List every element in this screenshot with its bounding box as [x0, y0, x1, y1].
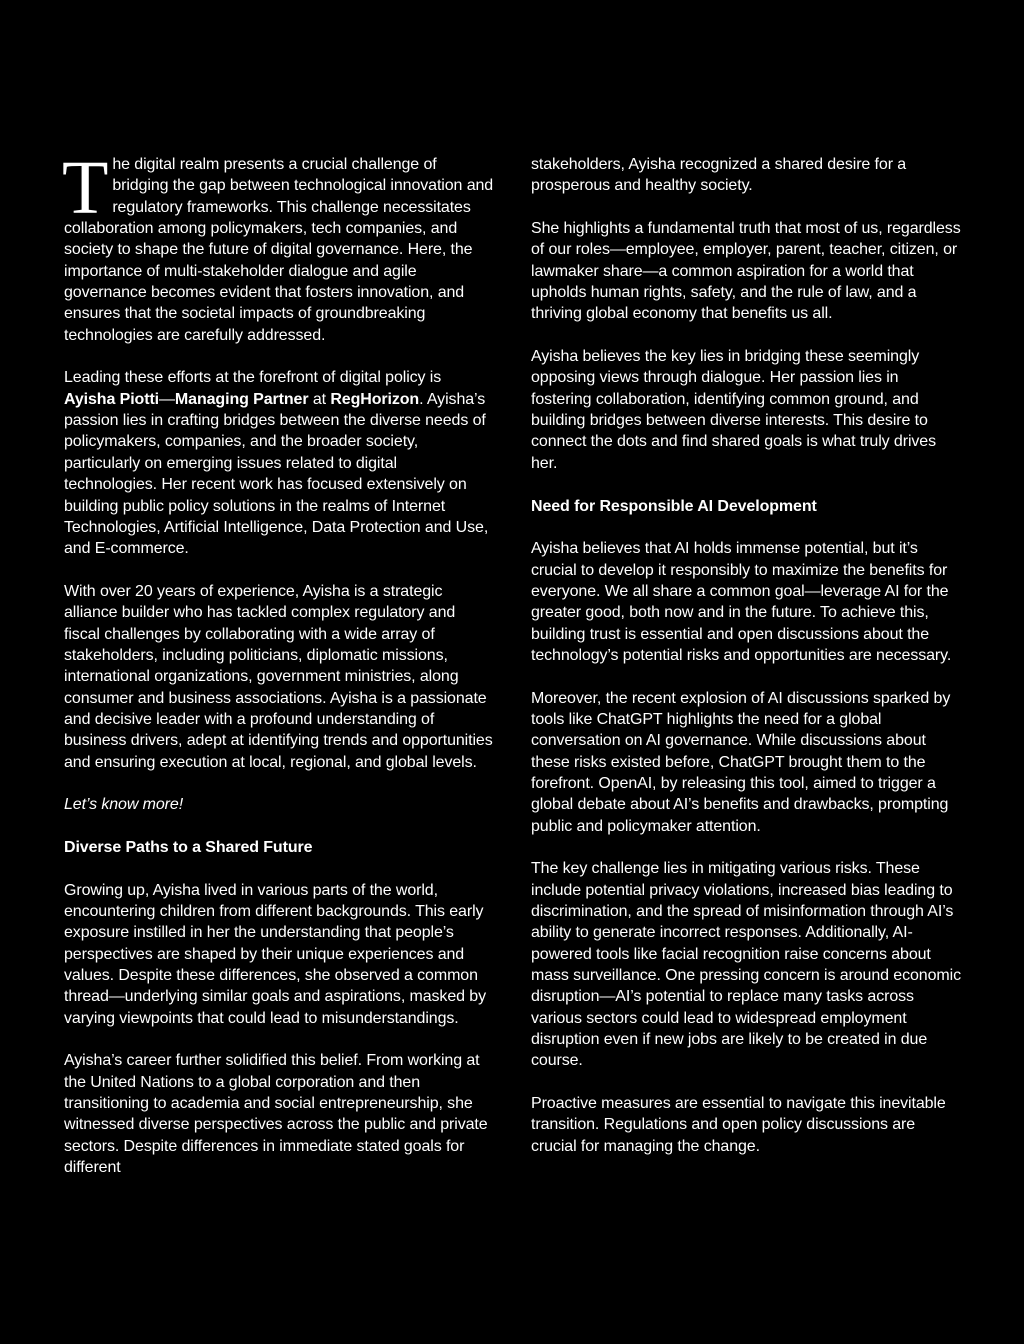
leader-rest-text: . Ayisha’s passion lies in crafting bridges between the diverse needs of policymakers, companies, and the broader society, particularly on emerging issues related to digital technologies. Her recent work has focused extensively on building public policy solutions in the realms of Internet Technologies, Artificial Intelligence, Data Protection and Use, and E-commerce.: [64, 390, 489, 558]
section-heading-diverse-paths: Diverse Paths to a Shared Future: [64, 839, 313, 856]
person-name: Ayisha Piotti: [64, 390, 160, 408]
stakeholders-paragraph: stakeholders, Ayisha recognized a shared desire for a prosperous and healthy society.: [531, 156, 907, 195]
intro-paragraph: [62, 146, 494, 346]
organization-name: RegHorizon: [330, 390, 420, 408]
chatgpt-paragraph: Moreover, the recent explosion of AI discussions sparked by tools like ChatGPT highlights the need for a global conversation on AI governance. While discussions about these risks existed before, ChatGPT brought them to the forefront. OpenAI, by releasing this tool, aimed to trigger a global debate about AI’s benefits and drawbacks, prompting public and policymaker attention.: [531, 689, 951, 835]
right-column: [531, 154, 961, 1179]
dialogue-paragraph: Ayisha believes the key lies in bridging these seemingly opposing views through dialogue. Her passion lies in fostering collaboration, identifying common ground, and building bridges between diverse interests. This desire to connect the dots and find shared goals is what truly drives her.: [531, 348, 936, 472]
left-column: [62, 146, 494, 1200]
at-text: at: [308, 390, 331, 408]
leader-lead-text: Leading these efforts at the forefront of digital policy is: [64, 369, 442, 387]
proactive-measures-paragraph: Proactive measures are essential to navigate this inevitable transition. Regulations and open policy discussions are crucial for managing the change.: [531, 1095, 946, 1155]
growing-up-paragraph: Growing up, Ayisha lived in various parts of the world, encountering children from different backgrounds. This early exposure instilled in her the understanding that people’s perspectives are shaped by their unique experiences and values. Despite these differences, she observed a common thread—underlying similar goals and aspirations, masked by varying viewpoints that could lead to misunderstandings.: [64, 881, 486, 1027]
intro-text: he digital realm presents a crucial challenge of bridging the gap between technological innovation and regulatory frameworks. This challenge necessitates collaboration among policymakers, tech companies, and society to shape the future of digital governance. Here, the importance of multi-stakeholder dialogue and agile governance becomes evident that fosters innovation, and ensures that the societal impacts of groundbreaking technologies are carefully addressed.: [64, 156, 494, 344]
fundamental-truth-paragraph: She highlights a fundamental truth that most of us, regardless of our roles—employee, employer, parent, teacher, citizen, or lawmaker share—a common aspiration for a world that upholds human rights, safety, and the rule of law, and a thriving global economy that benefits us all.: [531, 220, 961, 323]
person-role: Managing Partner: [174, 390, 309, 408]
ai-potential-paragraph: Ayisha believes that AI holds immense potential, but it’s crucial to develop it responsibly to maximize the benefits for everyone. We all share a common goal—leverage AI for the greater good, both now and in the future. To achieve this, building trust is essential and open discussions about the technology’s potential risks and opportunities are necessary.: [531, 540, 952, 664]
risks-paragraph: The key challenge lies in mitigating various risks. These include potential privacy violations, increased bias leading to discrimination, and the spread of misinformation through AI’s ability to generate incorrect responses. Additionally, AI-powered tools like facial recognition raise concerns about mass surveillance. One pressing concern is around economic disruption—AI’s potential to replace many tasks across various sectors could lead to widespread employment disruption even if new jobs are likely to be created in due course.: [531, 860, 961, 1070]
leader-paragraph: [64, 367, 494, 559]
section-heading-responsible-ai: Need for Responsible AI Development: [531, 497, 817, 515]
career-paragraph: Ayisha’s career further solidified this belief. From working at the United Nations to a global corporation and then transitioning to academia and social entrepreneurship, she witnessed diverse perspectives across the public and private sectors. Despite differences in immediate stated goals for different: [64, 1052, 488, 1177]
know-more-line: Let’s know more!: [64, 796, 184, 814]
em-dash: —: [159, 390, 175, 408]
experience-paragraph: With over 20 years of experience, Ayisha is a strategic alliance builder who has tackled complex regulatory and fiscal challenges by collaborating with a wide array of stakeholders, including politicians, diplomatic missions, international organizations, government ministries, along consumer and business associations. Ayisha is a passionate and decisive leader with a profound understanding of business drivers, adept at identifying trends and opportunities and ensuring execution at local, regional, and global levels.: [64, 582, 493, 771]
drop-cap: T: [62, 146, 109, 230]
